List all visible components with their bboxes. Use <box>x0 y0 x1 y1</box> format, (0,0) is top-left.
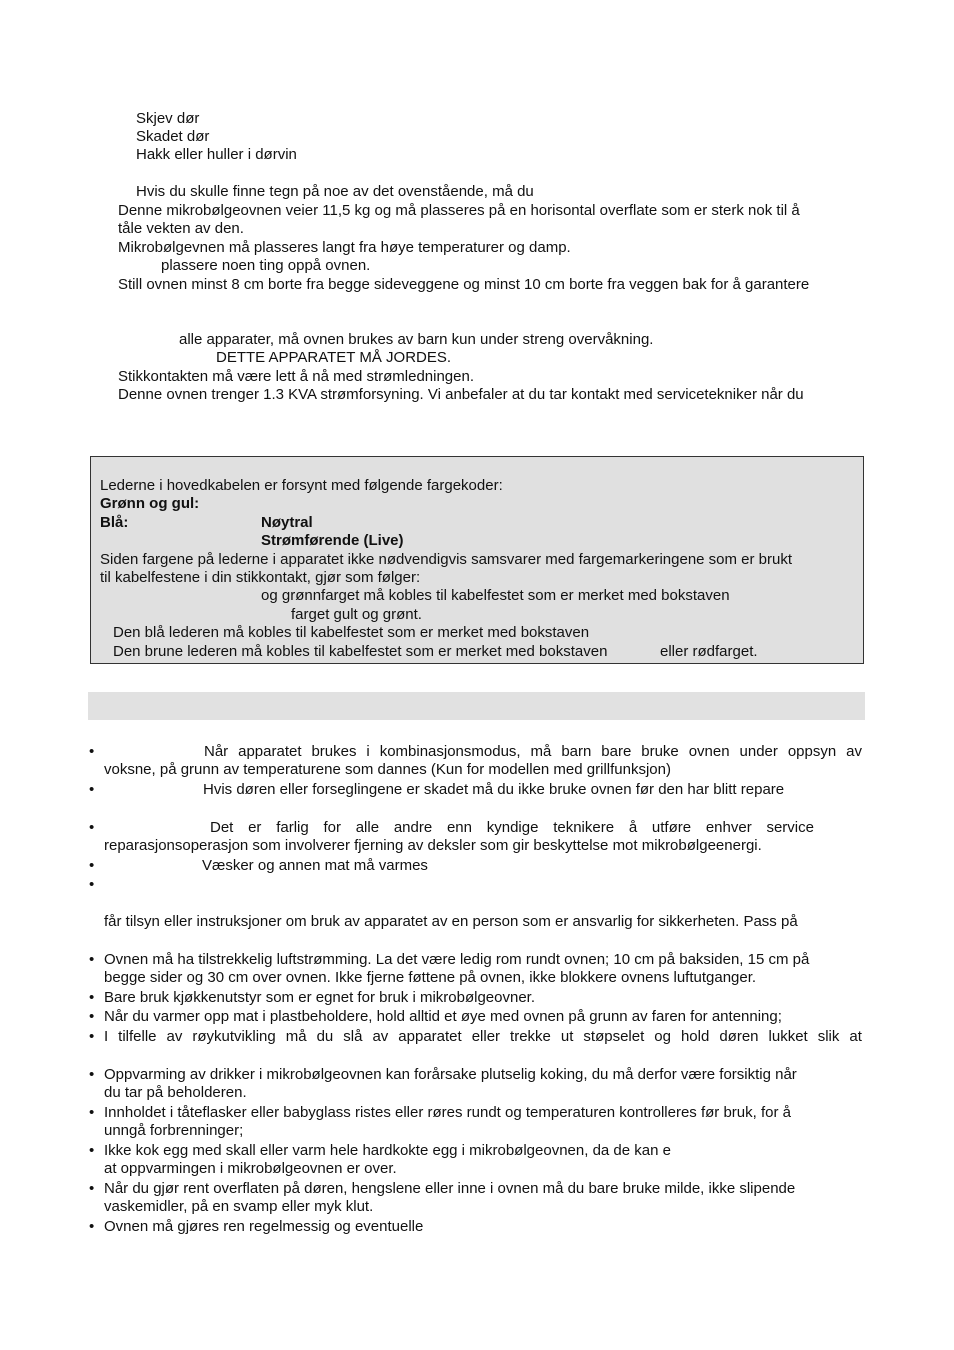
box-paragraph-line: og grønnfarget må kobles til kabelfestet som er merket med bokstaven <box>261 587 730 604</box>
word: kombinasjonsmodus, <box>379 743 521 760</box>
word: ovnen <box>688 743 730 760</box>
word: ut <box>560 1028 574 1045</box>
word: av <box>846 743 862 760</box>
bullet: • <box>89 1142 95 1159</box>
box-paragraph-line: eller rødfarget. <box>660 643 758 660</box>
bullet: • <box>89 1028 95 1045</box>
safety-line: Ovnen må gjøres ren regelmessig og eventuelle <box>104 1218 424 1235</box>
word: hold <box>680 1028 710 1045</box>
word: kyndige <box>486 819 539 836</box>
label-live: Strømførende (Live) <box>261 532 404 549</box>
safety-line: Oppvarming av drikker i mikrobølgeovnen kan forårsake plutselig koking, du må derfor være forsiktig når <box>104 1066 797 1083</box>
paragraph-line: Denne mikrobølgeovnen veier 11,5 kg og må plasseres på en horisontal overflate som er sterk nok til å <box>118 202 800 219</box>
paragraph-line: tåle vekten av den. <box>118 220 244 237</box>
paragraph-line: plassere noen ting oppå ovnen. <box>161 257 371 274</box>
word: Det <box>210 819 234 836</box>
word: eller <box>471 1028 501 1045</box>
bullet: • <box>89 857 95 874</box>
safety-line <box>104 1028 862 1046</box>
bullet: • <box>89 989 95 1006</box>
safety-line: Når du gjør rent overflaten på døren, hengslene eller inne i ovnen må du bare bruke milde, ikke slipende <box>104 1180 796 1197</box>
bullet: • <box>89 781 95 798</box>
box-intro: Lederne i hovedkabelen er forsynt med følgende fargekoder: <box>100 477 503 494</box>
safety-line <box>210 819 814 837</box>
bullet: • <box>89 876 95 893</box>
word: slå <box>343 1028 363 1045</box>
bullet: • <box>89 1218 95 1235</box>
bullet: • <box>89 1104 95 1121</box>
word: utføre <box>651 819 692 836</box>
safety-line: Væsker og annen mat må varmes <box>202 857 428 874</box>
word: for <box>323 819 341 836</box>
paragraph-line: Stikkontakten må være lett å nå med strømledningen. <box>118 368 475 385</box>
paragraph-line: Hvis du skulle finne tegn på noe av det ovenstående, må du <box>136 183 534 200</box>
safety-line: vaskemidler, på en svamp eller myk klut. <box>104 1198 374 1215</box>
word: at <box>849 1028 862 1045</box>
label-neutral: Nøytral <box>261 514 313 531</box>
safety-line: Når du varmer opp mat i plastbeholdere, hold alltid et øye med ovnen på grunn av faren for antenning; <box>104 1008 782 1025</box>
word: støpselet <box>583 1028 645 1045</box>
word: andre <box>393 819 433 836</box>
word: lukket <box>768 1028 808 1045</box>
word: av <box>372 1028 389 1045</box>
word: service <box>766 819 814 836</box>
word: du <box>316 1028 334 1045</box>
list-item: Hakk eller huller i dørvin <box>136 146 297 163</box>
bullet: • <box>89 1180 95 1197</box>
box-paragraph-line: Siden fargene på lederne i apparatet ikke nødvendigvis samsvarer med fargemarkeringene som er brukt <box>100 551 793 568</box>
word: farlig <box>276 819 309 836</box>
label-blue: Blå: <box>100 514 129 531</box>
word: i <box>366 743 370 760</box>
safety-line: begge sider og 30 cm over ovnen. Ikke fjerne føttene på ovnen, ikke blokkere ovnens luftutganger. <box>104 969 757 986</box>
bullet: • <box>89 1008 95 1025</box>
box-paragraph-line: til kabelfestene i din stikkontakt, gjør som følger: <box>100 569 421 586</box>
word: teknikere <box>553 819 615 836</box>
paragraph-line: Mikrobølgevnen må plasseres langt fra høye temperaturer og damp. <box>118 239 571 256</box>
safety-line: Hvis døren eller forseglingene er skadet må du ikke bruke ovnen før den har blitt repare <box>203 781 785 798</box>
word: tilfelle <box>118 1028 157 1045</box>
bullet: • <box>89 743 95 760</box>
word: og <box>654 1028 671 1045</box>
safety-line: Ovnen må ha tilstrekkelig luftstrømming. La det være ledig rom rundt ovnen; 10 cm på baksiden, 15 cm på <box>104 951 810 968</box>
safety-line: Bare bruk kjøkkenutstyr som er egnet for bruk i mikrobølgeovner. <box>104 989 536 1006</box>
box-paragraph-line: farget gult og grønt. <box>291 606 422 623</box>
word: døren <box>719 1028 759 1045</box>
word: trekke <box>510 1028 551 1045</box>
word: røykutvikling <box>192 1028 276 1045</box>
word: under <box>739 743 778 760</box>
safety-line: du tar på beholderen. <box>104 1084 247 1101</box>
word: av <box>166 1028 183 1045</box>
word: apparatet <box>238 743 302 760</box>
paragraph-line: alle apparater, må ovnen brukes av barn kun under streng overvåkning. <box>179 331 654 348</box>
box-paragraph-line: Den blå lederen må kobles til kabelfestet som er merket med bokstaven <box>113 624 590 641</box>
safety-line: får tilsyn eller instruksjoner om bruk av apparatet av en person som er ansvarlig for sikkerheten. Pass på <box>104 913 798 930</box>
safety-line: Ikke kok egg med skall eller varm hele hardkokte egg i mikrobølgeovnen, da de kan e <box>104 1142 671 1159</box>
list-item: Skadet dør <box>136 128 210 145</box>
safety-line: voksne, på grunn av temperaturene som dannes (Kun for modellen med grillfunksjon) <box>104 761 671 778</box>
word: å <box>628 819 638 836</box>
word: er <box>248 819 262 836</box>
word: apparatet <box>398 1028 462 1045</box>
word: må <box>530 743 552 760</box>
bullet: • <box>89 951 95 968</box>
label-green-yellow: Grønn og gul: <box>100 495 200 512</box>
safety-line: at oppvarmingen i mikrobølgeovnen er over. <box>104 1160 397 1177</box>
word: enhver <box>705 819 752 836</box>
safety-line: unngå forbrenninger; <box>104 1122 244 1139</box>
word: slik <box>817 1028 840 1045</box>
word: oppsyn <box>787 743 837 760</box>
safety-line: reparasjonsoperasjon som involverer fjerning av deksler som gir beskyttelse mot mikrobølgeenergi. <box>104 837 762 854</box>
grounding-warning: DETTE APPARATET MÅ JORDES. <box>216 349 452 366</box>
section-header-band <box>88 692 865 720</box>
list-item: Skjev dør <box>136 110 200 127</box>
word: brukes <box>311 743 357 760</box>
word: alle <box>355 819 380 836</box>
word: barn <box>561 743 592 760</box>
word: må <box>285 1028 307 1045</box>
word: I <box>104 1028 109 1045</box>
box-paragraph-line: Den brune lederen må kobles til kabelfestet som er merket med bokstaven <box>113 643 608 660</box>
safety-line: Innholdet i tåteflasker eller babyglass ristes eller røres rundt og temperaturen kontrolleres før bruk, for å <box>104 1104 791 1121</box>
safety-line <box>204 743 862 761</box>
word: bare <box>601 743 632 760</box>
paragraph-line: Denne ovnen trenger 1.3 KVA strømforsyning. Vi anbefaler at du tar kontakt med servicetekniker når du <box>118 386 804 403</box>
word: Når <box>204 743 229 760</box>
bullet: • <box>89 819 95 836</box>
word: enn <box>446 819 472 836</box>
paragraph-line: Still ovnen minst 8 cm borte fra begge sideveggene og minst 10 cm borte fra veggen bak for å garantere <box>118 276 810 293</box>
bullet: • <box>89 1066 95 1083</box>
word: bruke <box>641 743 679 760</box>
